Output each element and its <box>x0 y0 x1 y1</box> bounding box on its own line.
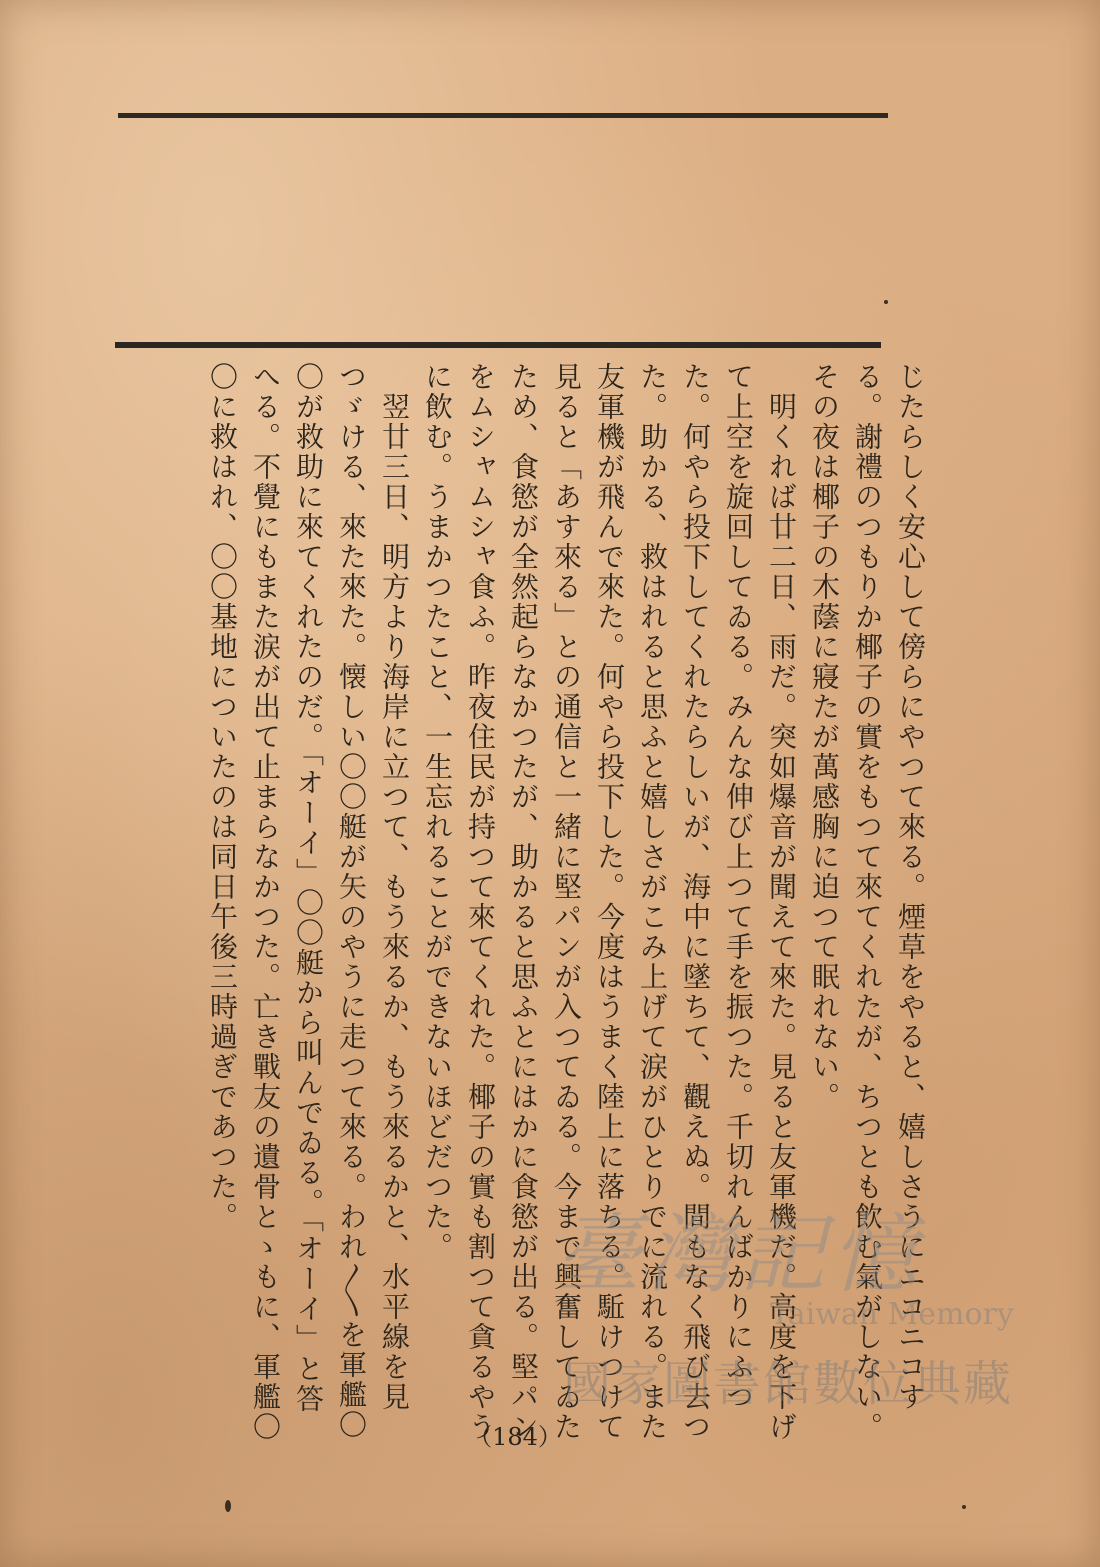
ink-speck <box>884 300 888 304</box>
watermark-subtitle: 國家圖書館數位典藏 <box>563 1356 1014 1412</box>
watermark-english: Taiwan Memory <box>770 1297 1014 1332</box>
page-number: （184） <box>468 1423 562 1451</box>
paragraph: 明くれば廿二日、雨だ。突如爆音が聞えて來た。見ると友軍機だ。高度を下げて上空を旋回してゐる。みんな伸び上つて手を振つた。千切れんばかりにふつた。何やら投下してくれたらしいが、海中に墜ちて、觀えぬ。間もなく飛び去つた。助かる、救はれると思ふと嬉しさがこみ上げて涙がひとりでに流れる。また友軍機が飛んで來た。何やら投下した。今度はうまく陸上に落ちる。駈けつけて見ると「あす來る」との通信と一緒に堅パンが入つてゐる。今まで興奮してゐたため、食慾が全然起らなかつたが、助かると思ふとにはかに食慾が出る。堅パンをムシャムシャ食ふ。昨夜住民が持つて來てくれた。椰子の實も割つて貪るやうに飲む。うまかつたこと、一生忘れることができないほどだつた。 <box>421 362 798 1442</box>
paragraph: 翌廿三日、明方より海岸に立つて、もう來るか、もう來るかと、水平線を見つゞける、來た來た。懐しい〇〇艇が矢のやうに走つて來る。われ〳〵を軍艦〇〇が救助に來てくれたのだ。「オーイ」〇〇艇から叫んでゐる。「オーイ」と答へる。不覺にもまた涙が出て止まらなかつた。亡き戰友の遺骨とゝもに、軍艦〇〇に救はれ、〇〇基地についたのは同日午後三時過ぎであつた。 <box>206 362 411 1442</box>
top-rule <box>118 113 888 118</box>
paragraph: じたらしく安心して傍らにやつて來る。煙草をやると、嬉しさうにニコニコする。謝禮のつもりか椰子の實をもつて來てくれたが、ちつとも飲む氣がしない。その夜は椰子の木蔭に寢たが萬感胸に迫つて眠れない。 <box>808 362 927 1442</box>
header-rule <box>115 342 881 348</box>
ink-speck <box>962 1505 966 1509</box>
watermark-title: 臺灣記憶 <box>555 1205 923 1305</box>
watermark <box>555 1185 1025 1425</box>
ink-speck <box>225 1500 231 1512</box>
